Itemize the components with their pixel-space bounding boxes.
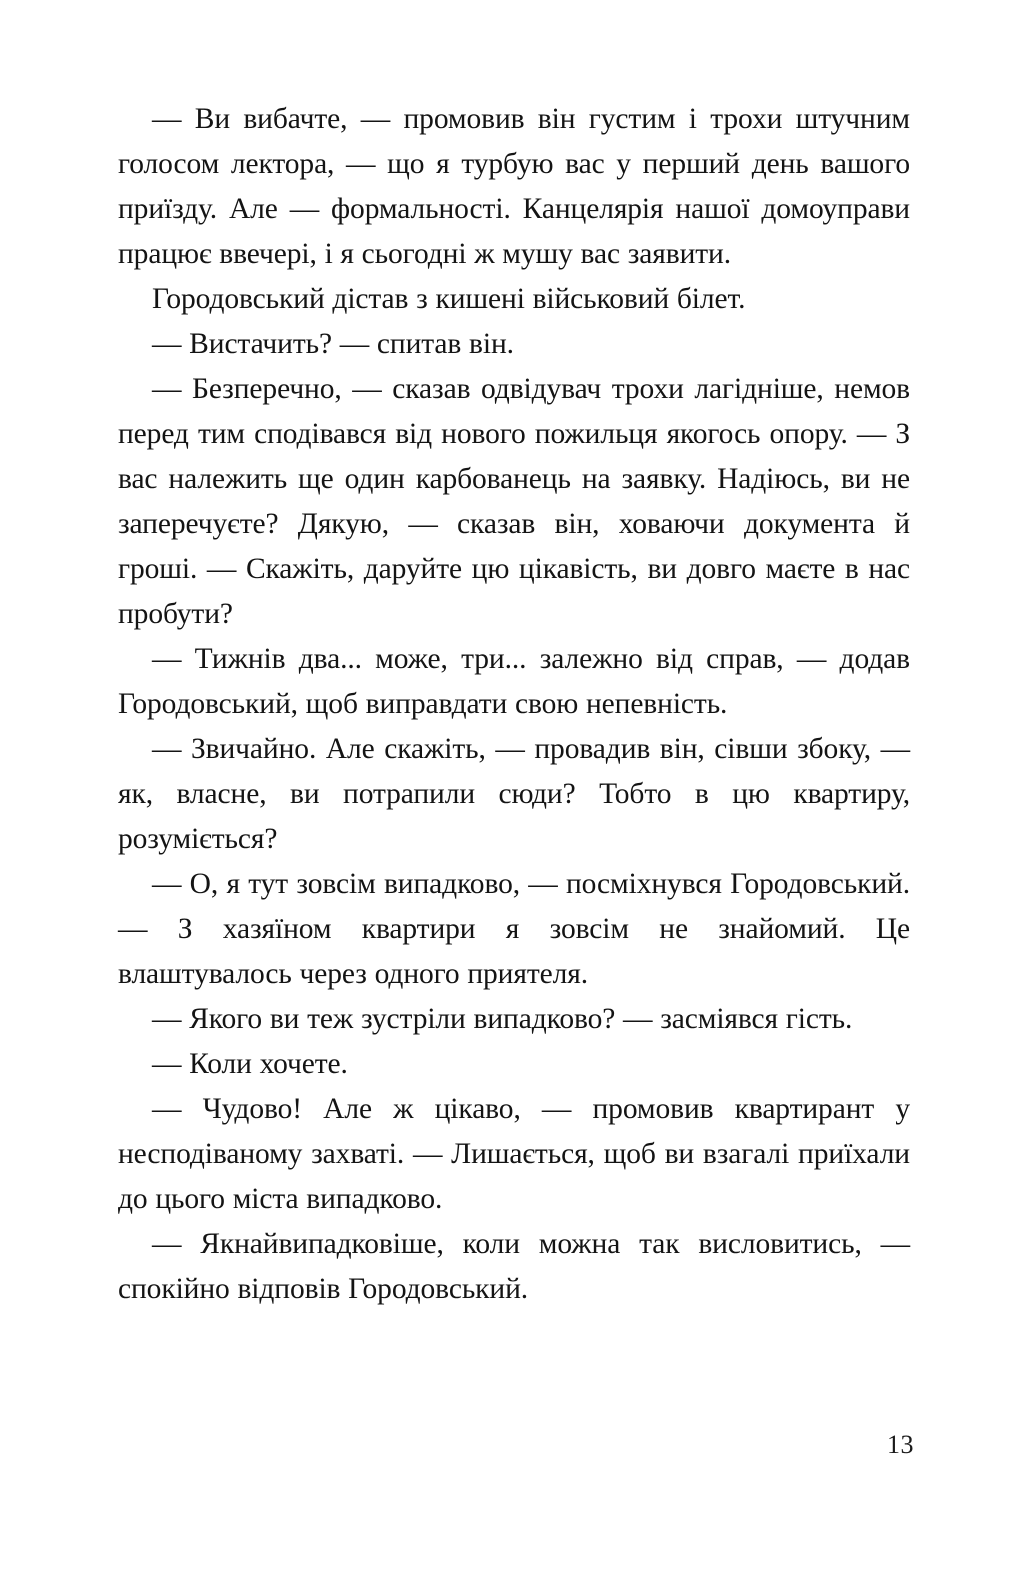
paragraph: — Якнайвипадковіше, коли можна так висловитись, — спокійно відповів Городовський. xyxy=(118,1228,910,1305)
paragraph: Городовський дістав з кишені військовий білет. xyxy=(152,283,746,315)
page-number: 13 xyxy=(887,1430,914,1459)
paragraph: — Звичайно. Але скажіть, — провадив він, сівши збоку, — як, власне, ви потрапили сюди? Тобто в цю квартиру, розуміється? xyxy=(118,733,910,855)
paragraph: — Ви вибачте, — промовив він густим і трохи штучним голосом лектора, — що я турбую вас у перший день вашого приїзду. Але — формальності. Канцелярія нашої домоуправи працює ввечері, і я сьогодні ж мушу вас заявити. xyxy=(118,103,910,270)
page-text-block xyxy=(118,97,910,1312)
paragraph: — Тижнів два... може, три... залежно від справ, — додав Городовський, щоб виправдати свою непевність. xyxy=(118,643,910,720)
paragraph: — Чудово! Але ж цікаво, — промовив квартирант у несподіваному захваті. — Лишається, щоб ви взагалі приїхали до цього міста випадково. xyxy=(118,1093,910,1215)
paragraph: — Коли хочете. xyxy=(152,1048,348,1080)
paragraph: — Якого ви теж зустріли випадково? — засміявся гість. xyxy=(152,1003,853,1035)
paragraph: — О, я тут зовсім випадково, — посміхнувся Городовський. — З хазяїном квартири я зовсім не знайомий. Це влаштувалось через одного приятеля. xyxy=(118,868,910,990)
paragraph: — Вистачить? — спитав він. xyxy=(152,328,514,360)
paragraph: — Безперечно, — сказав одвідувач трохи лагідніше, немов перед тим сподівався від нового пожильця якогось опору. — З вас належить ще один карбованець на заявку. Надіюсь, ви не заперечуєте? Дякую, — сказав він, ховаючи документа й гроші. — Скажіть, даруйте цю цікавість, ви довго маєте в нас пробути? xyxy=(118,373,910,630)
